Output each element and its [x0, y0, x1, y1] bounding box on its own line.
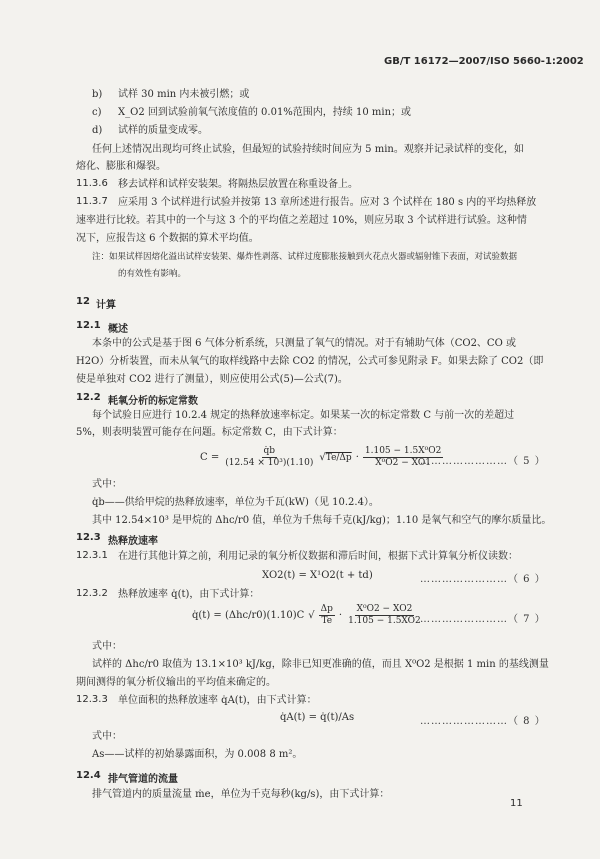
eq6-reference: ……………………（ 6 ） [420, 574, 546, 585]
section-11-3-7-number: 11.3.7 [76, 196, 108, 207]
section-12-2-number: 12.2 [76, 392, 101, 403]
section-12-3-3-text: 单位面积的热释放速率 q̇A(t)，由下式计算： [118, 695, 317, 706]
eq7-fraction-2 [346, 604, 423, 627]
eq5-den1: (12.54 × 10³)(1.10) [225, 458, 314, 468]
list-item-b: 试样 30 min 内未被引燃；或 [118, 89, 250, 100]
section-12-1-title: 概述 [108, 324, 128, 335]
list-label-d: d) [92, 125, 103, 136]
section-12-1-number: 12.1 [76, 320, 101, 331]
paragraph-termination-2: 熔化、膨胀和爆裂。 [76, 161, 166, 172]
section-12-title: 计算 [96, 300, 116, 311]
equation-7: q̇(t) = (Δhc/r0)(1.10)C √ $\frac{\Delta p}{Te}$ · $\frac{\text{X⁰O2 − XO2}}{1.105 - 1.5XO2}$ [192, 604, 421, 626]
note-line2: 的有效性有影响。 [118, 269, 187, 279]
eq7-num1: Δp [320, 604, 333, 614]
list-label-c: c) [92, 107, 102, 118]
section-12-3-1-number: 12.3.1 [76, 550, 108, 561]
where-label-2: 式中： [92, 641, 122, 652]
section-12-number: 12 [76, 296, 90, 307]
section-11-3-7-line1: 应采用 3 个试样进行试验并按第 13 章所述进行报告。应对 3 个试样在 180 s 内的平均热释放 [118, 197, 537, 208]
eq7-den2: 1.105 − 1.5XO2 [348, 616, 421, 626]
section-11-3-6-number: 11.3.6 [76, 178, 108, 189]
eq7-den1: Te [321, 616, 333, 626]
eq7-sqrt-icon: √ [308, 610, 315, 621]
eq7-fraction-1 [319, 604, 335, 627]
section-12-2-line2: 5%，则表明装置可能存在问题。标定常数 C，由下式计算： [76, 427, 343, 438]
definition-as: As——试样的初始暴露面积，为 0.008 8 m²。 [92, 749, 303, 760]
section-12-3-number: 12.3 [76, 532, 101, 543]
eq5-lhs: C = [200, 452, 220, 463]
section-12-3-1-text: 在进行其他计算之前，利用记录的氧分析仪数据和滞后时间，根据下式计算氧分析仪读数： [118, 551, 518, 562]
definition-qb: q̇b——供给甲烷的热释放速率，单位为千瓦(kW)（见 10.2.4）。 [92, 497, 379, 508]
eq5-sqrt-icon: √Te/Δp [319, 452, 352, 463]
definition-dh-line2: 期间测得的氧分析仪输出的平均值来确定的。 [76, 677, 276, 688]
section-11-3-6-text: 移去试样和试样安装架。将隔热层放置在称重设备上。 [118, 179, 358, 190]
page-number: 11 [510, 798, 523, 809]
section-12-2-line1: 每个试验日应进行 10.2.4 规定的热释放速率标定。如果某一次的标定常数 C 与前一次的差超过 [92, 410, 515, 421]
eq5-fraction-1 [223, 446, 315, 469]
eq7-num2: X⁰O2 − XO2 [356, 604, 413, 614]
equation-8: q̇A(t) = q̇(t)/As [280, 712, 355, 723]
section-12-1-line2: H2O）分析装置，而未从氧气的取样线路中去除 CO2 的情况，公式可参见附录 F。如果去除了 CO2（即 [76, 356, 544, 367]
eq5-num2: 1.105 − 1.5X⁰O2 [364, 446, 442, 456]
section-12-3-2-number: 12.3.2 [76, 588, 108, 599]
eq7-reference: ……………………（ 7 ） [420, 614, 546, 625]
section-12-4-title: 排气管道的流量 [108, 774, 178, 785]
section-12-1-line3: 使是单独对 CO2 进行了测量），则应使用公式(5)—公式(7)。 [76, 374, 348, 385]
eq8-reference: ……………………（ 8 ） [420, 716, 546, 727]
section-12-2-title: 耗氧分析的标定常数 [108, 396, 198, 407]
note-line1: 注：如果试样因熔化溢出试样安装架、爆炸性剥落、试样过度膨胀接触到火花点火器或辐射锥下表面，对试验数据 [92, 252, 518, 262]
eq7-lhs: q̇(t) = (Δhc/r0)(1.10)C [192, 610, 305, 621]
eq5-reference: ……………………（ 5 ） [420, 456, 546, 467]
definition-dh-line1: 试样的 Δhc/r0 取值为 13.1×10³ kJ/kg，除非已知更准确的值，而且 X⁰O2 是根据 1 min 的基线测量 [92, 659, 549, 670]
equation-6: XO2(t) = X¹O2(t + td) [262, 570, 373, 581]
section-12-1-line1: 本条中的公式是基于图 6 气体分析系统，只测量了氧气的情况。对于有辅助气体（CO2、CO 或 [92, 338, 516, 349]
section-12-3-2-text: 热释放速率 q̇(t)，由下式计算： [118, 589, 260, 600]
section-12-4-text: 排气管道内的质量流量 ṁe，单位为千克每秒(kg/s)，由下式计算： [92, 789, 390, 800]
paragraph-termination-1: 任何上述情况出现均可终止试验，但最短的试验持续时间应为 5 min。观察并记录试样的变化，如 [92, 144, 524, 155]
eq5-num1: q̇b [263, 446, 276, 456]
standard-header: GB/T 16172—2007/ISO 5660-1:2002 [384, 56, 584, 67]
equation-5: C = $\frac{q̇b}{\text{(12.54 × 10³)(1.10)}}$ √Te/Δp · $\frac{\text{1.105 − 1.5X⁰O2}}{\text{X⁰O2 − XO1}}$ [200, 446, 442, 468]
section-11-3-7-line3: 况下，应报告这 6 个数据的算术平均值。 [76, 233, 259, 244]
where-label-1: 式中： [92, 479, 122, 490]
section-12-3-title: 热释放速率 [108, 536, 158, 547]
section-11-3-7-line2: 速率进行比较。若其中的一个与这 3 个的平均值之差超过 10%，则应另取 3 个试样进行试验。这种情 [76, 215, 527, 226]
section-12-4-number: 12.4 [76, 770, 101, 781]
list-label-b: b) [92, 89, 103, 100]
list-item-c: X_O2 回到试验前氧气浓度值的 0.01%范围内，持续 10 min；或 [118, 107, 412, 118]
definition-methane: 其中 12.54×10³ 是甲烷的 Δhc/r0 值，单位为千焦每千克(kJ/kg)；1.10 是氧气和空气的摩尔质量比。 [92, 515, 552, 526]
section-12-3-3-number: 12.3.3 [76, 694, 108, 705]
eq5-den2: X⁰O2 − XO1 [375, 458, 431, 468]
list-item-d: 试样的质量变成零。 [118, 125, 208, 136]
where-label-3: 式中： [92, 731, 122, 742]
